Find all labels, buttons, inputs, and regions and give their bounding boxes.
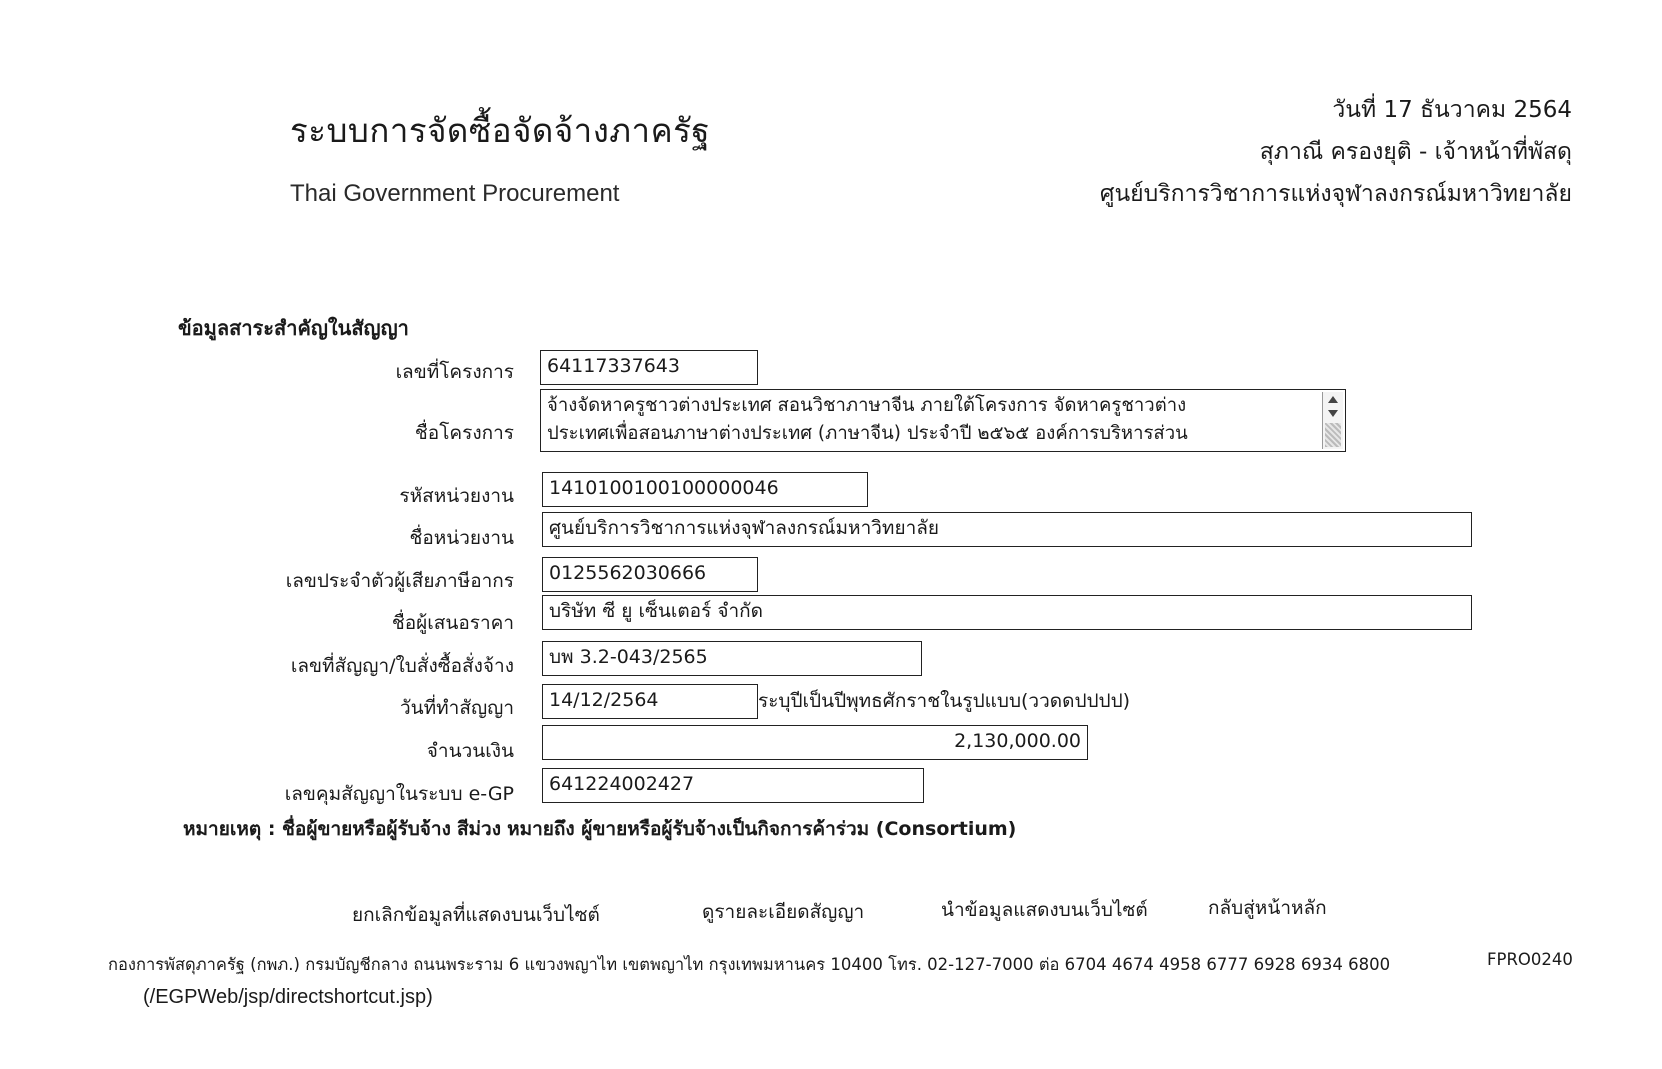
contract-date-hint: ระบุปีเป็นปีพุทธศักราชในรูปแบบ(ววดดปปปป) [758, 690, 1131, 712]
footer-address: กองการพัสดุภาครัฐ (กพภ.) กรมบัญชีกลาง ถนนพระราม 6 แขวงพญาไท เขตพญาไท กรุงเทพมหานคร 10400 โทร. 02-127-7000 ต่อ 6704 4674 4958 6777 6928 6934 6800 [108, 955, 1391, 974]
contract-number-field[interactable]: บพ 3.2-043/2565 [542, 641, 922, 676]
system-title-thai: ระบบการจัดซื้อจัดจ้างภาครัฐ [290, 111, 711, 150]
bidder-name-field[interactable]: บริษัท ซี ยู เซ็นเตอร์ จำกัด [542, 595, 1472, 630]
cancel-display-link[interactable]: ยกเลิกข้อมูลที่แสดงบนเว็บไซต์ [352, 904, 600, 926]
footer-url: (/EGPWeb/jsp/directshortcut.jsp) [143, 986, 433, 1008]
back-to-home-link[interactable]: กลับสู่หน้าหลัก [1208, 897, 1327, 919]
remark-highlight: สีม่วง [456, 818, 502, 840]
project-name-scrollbar[interactable] [1322, 392, 1343, 449]
contract-date-field[interactable]: 14/12/2564 [542, 684, 758, 719]
unit-code-label: รหัสหน่วยงาน [399, 485, 514, 507]
scroll-up-icon[interactable] [1328, 396, 1338, 403]
report-date: วันที่ 17 ธันวาคม 2564 [1332, 97, 1572, 123]
contract-date-label: วันที่ทำสัญญา [399, 697, 514, 719]
project-number-field[interactable]: 64117337643 [540, 350, 758, 385]
project-name-label: ชื่อโครงการ [414, 422, 514, 444]
unit-name-label: ชื่อหน่วยงาน [409, 527, 514, 549]
unit-code-field[interactable]: 1410100100100000046 [542, 472, 868, 507]
contract-number-label: เลขที่สัญญา/ใบสั่งซื้อสั่งจ้าง [290, 655, 514, 677]
project-name-textarea[interactable] [540, 389, 1346, 452]
organization-name: ศูนย์บริการวิชาการแห่งจุฬาลงกรณ์มหาวิทยาลัย [1099, 181, 1572, 207]
project-name-line-1: จ้างจัดหาครูชาวต่างประเทศ สอนวิชาภาษาจีน ภายใต้โครงการ จัดหาครูชาวต่าง [547, 395, 1187, 416]
egp-control-number-field[interactable]: 641224002427 [542, 768, 924, 803]
tax-id-label: เลขประจำตัวผู้เสียภาษีอากร [285, 570, 514, 592]
egp-control-number-label: เลขคุมสัญญาในระบบ e-GP [284, 783, 514, 805]
scroll-thumb[interactable] [1325, 423, 1341, 447]
scroll-down-icon[interactable] [1328, 410, 1338, 417]
remark-note [183, 814, 1016, 844]
tax-id-field[interactable]: 0125562030666 [542, 557, 758, 592]
bidder-name-label: ชื่อผู้เสนอราคา [391, 612, 514, 634]
amount-field[interactable]: 2,130,000.00 [542, 725, 1088, 760]
project-name-line-2: ประเทศเพื่อสอนภาษาต่างประเทศ (ภาษาจีน) ประจำปี ๒๕๖๕ องค์การบริหารส่วน [547, 423, 1188, 444]
system-title-english: Thai Government Procurement [290, 180, 620, 207]
remark-suffix: หมายถึง ผู้ขายหรือผู้รับจ้างเป็นกิจการค้าร่วม (Consortium) [507, 818, 1017, 840]
unit-name-field[interactable]: ศูนย์บริการวิชาการแห่งจุฬาลงกรณ์มหาวิทยาลัย [542, 512, 1472, 547]
project-number-label: เลขที่โครงการ [395, 361, 514, 383]
publish-to-website-link[interactable]: นำข้อมูลแสดงบนเว็บไซต์ [941, 899, 1148, 921]
remark-prefix: หมายเหตุ : ชื่อผู้ขายหรือผู้รับจ้าง [183, 818, 451, 840]
user-name-role: สุภาณี ครองยุติ - เจ้าหน้าที่พัสดุ [1259, 139, 1572, 165]
footer-page-code: FPRO0240 [1487, 950, 1573, 969]
view-contract-details-link[interactable]: ดูรายละเอียดสัญญา [702, 901, 865, 923]
section-title: ข้อมูลสาระสำคัญในสัญญา [178, 316, 409, 340]
amount-label: จำนวนเงิน [426, 740, 514, 762]
